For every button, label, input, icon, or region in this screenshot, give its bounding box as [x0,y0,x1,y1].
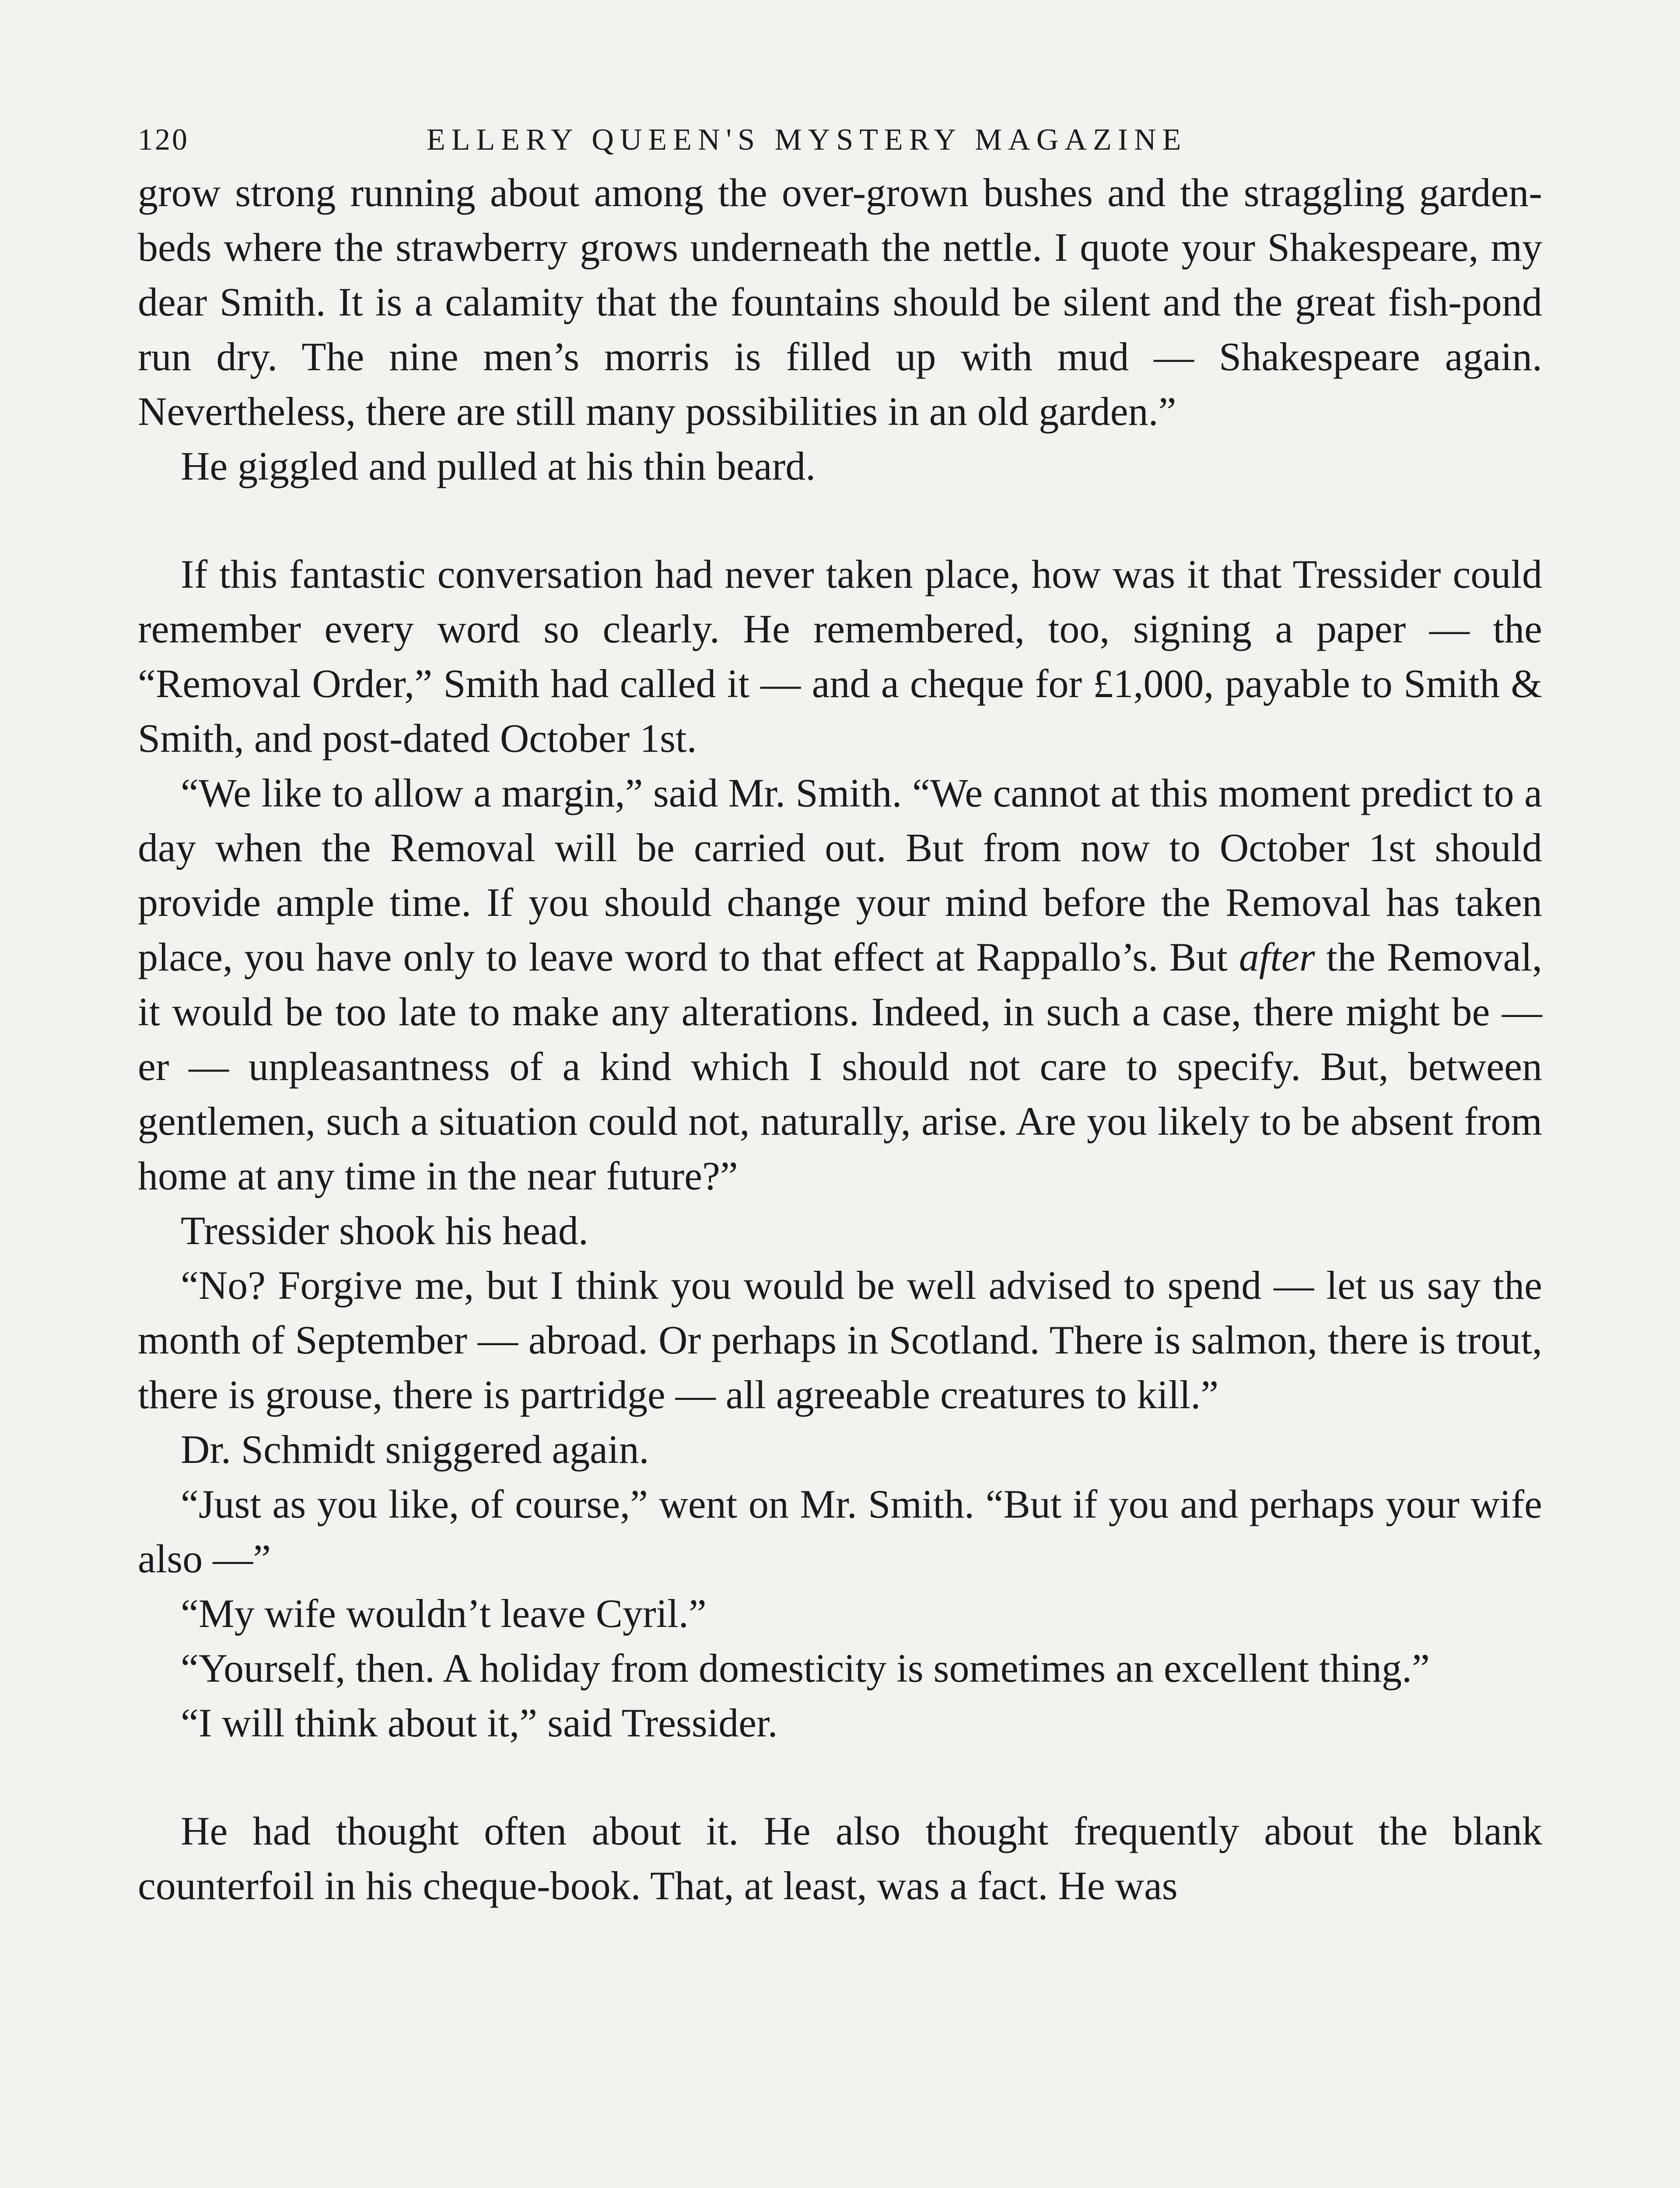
paragraph: “No? Forgive me, but I think you would be well advised to spend — let us say the month of September — abroad. Or perhaps in Scotland. There is salmon, there is trout, there is grouse, there is partridge — all agreeable creatures to kill.” [138,1263,1542,1417]
body-text [138,165,1542,1913]
paragraph: “Just as you like, of course,” went on Mr. Smith. “But if you and perhaps your wife also —” [138,1482,1542,1581]
paragraph: “Yourself, then. A holiday from domesticity is sometimes an excellent thing.” [181,1646,1430,1690]
text-run: “We like to allow a margin,” said Mr. Smith. “We cannot at this moment predict to a day when the Removal will be carried out. But from now to October 1st should provide ample time. If you should change your mind before the Removal has taken place, you have only to leave word to that effect at Rappallo’s. But [138,771,1542,979]
paragraph: He had thought often about it. He also thought frequently about the blank counterfoil in his cheque-book. That, at least, was a fact. He was [138,1809,1542,1908]
section-break [138,1750,1542,1804]
paragraph: He giggled and pulled at his thin beard. [181,444,816,488]
paragraph: “I will think about it,” said Tressider. [181,1701,778,1745]
text-run: the Removal, it would be too late to make any alterations. Indeed, in such a case, there might be — er — unpleasantness of a kind which I should not care to specify. But, between gentlemen, such a situation could not, naturally, arise. Are you likely to be absent from home at any time in the near future?” [138,935,1543,1198]
section-break [138,494,1542,547]
italic-word: after [1239,935,1315,979]
paragraph [138,766,1542,1203]
page [138,113,1542,1913]
page-number: 120 [138,123,189,157]
magazine-title: ELLERY QUEEN'S MYSTERY MAGAZINE [427,123,1187,157]
paragraph: “My wife wouldn’t leave Cyril.” [181,1591,707,1636]
paragraph: If this fantastic conversation had never taken place, how was it that Tressider could remember every word so clearly. He remembered, too, signing a paper — the “Removal Order,” Smith had called it — and a cheque for £1,000, payable to Smith & Smith, and post-dated October 1st. [138,552,1542,761]
running-head [138,113,1542,165]
paragraph: Dr. Schmidt sniggered again. [181,1427,649,1472]
paragraph: Tressider shook his head. [181,1208,588,1253]
paragraph: grow strong running about among the over-grown bushes and the straggling garden-beds where the strawberry grows underneath the nettle. I quote your Shakespeare, my dear Smith. It is a calamity that the fountains should be silent and the great fish-pond run dry. The nine men’s morris is filled up with mud — Shakespeare again. Nevertheless, there are still many possibilities in an old garden.” [138,170,1542,434]
